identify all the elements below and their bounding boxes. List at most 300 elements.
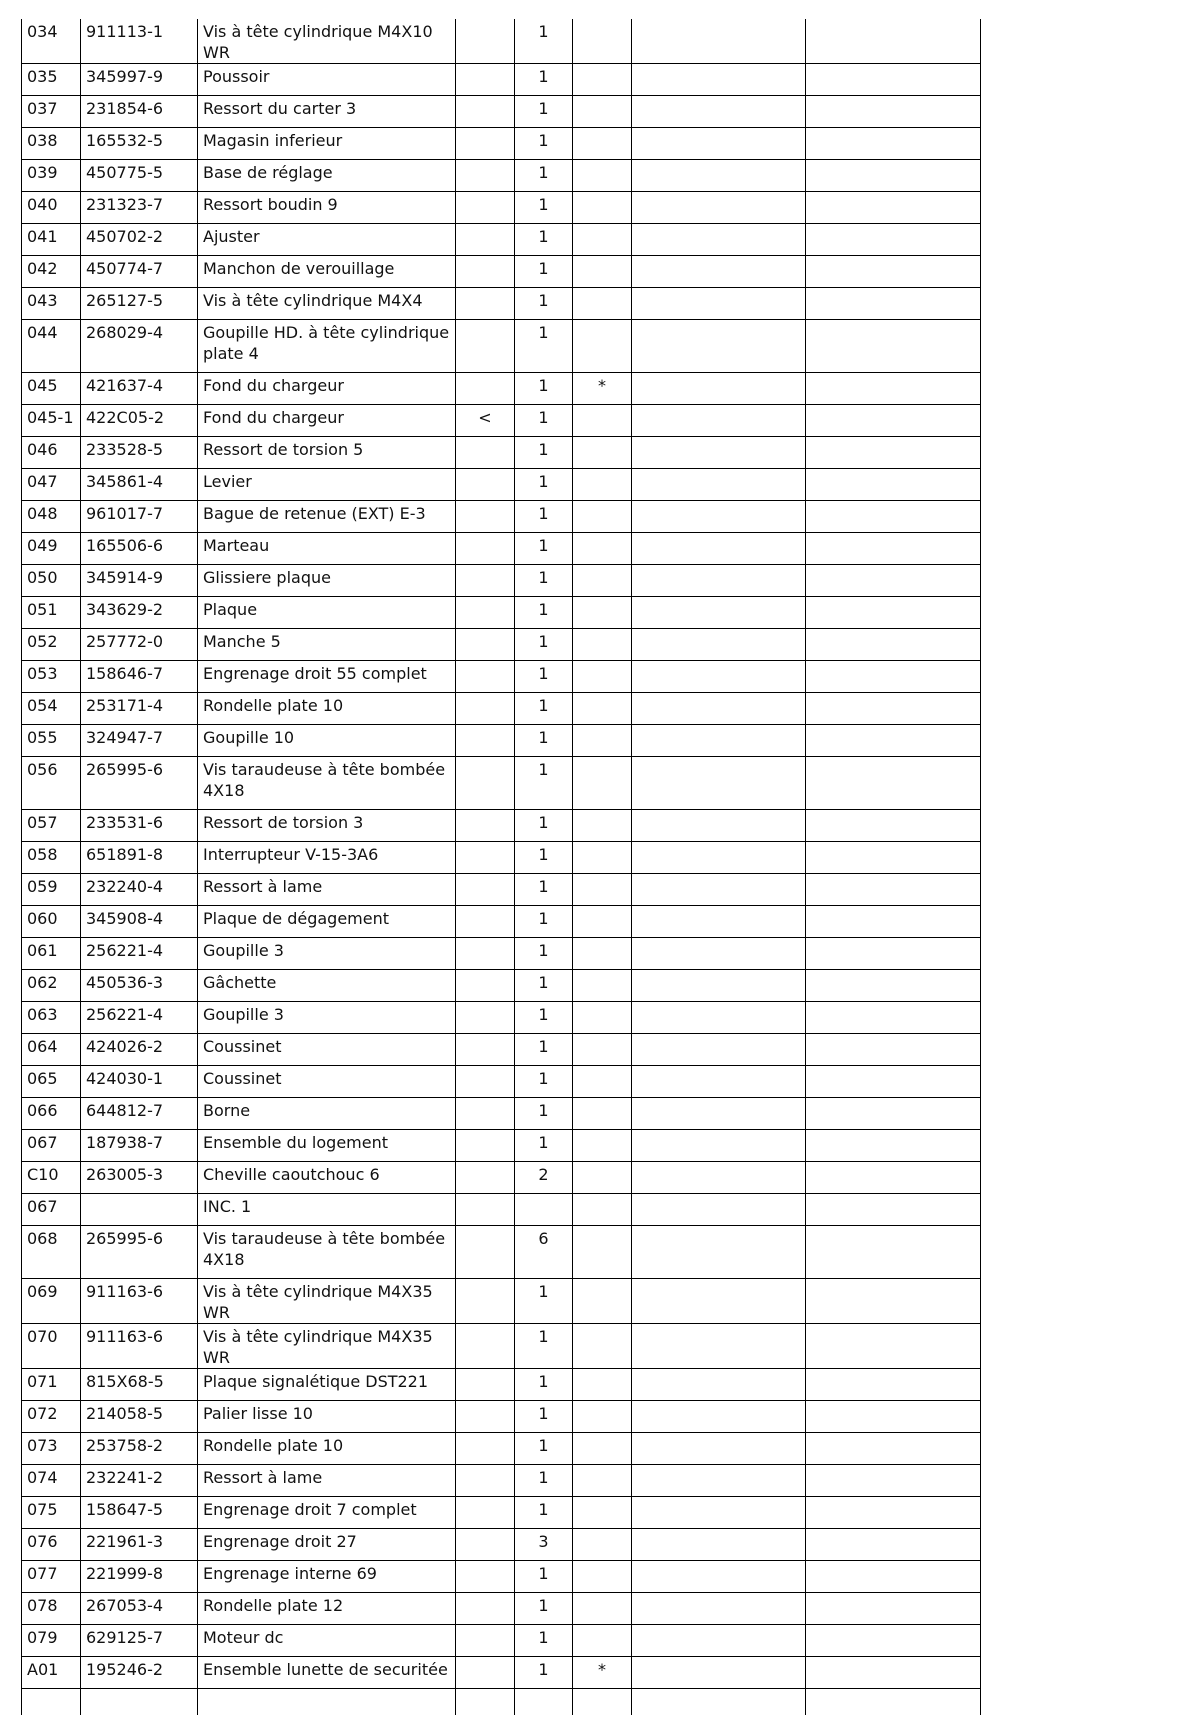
table-row: [22, 96, 981, 128]
part-reference-cell: 256221-4: [81, 1002, 198, 1034]
empty-cell: [806, 1689, 981, 1715]
part-description-cell: Plaque signalétique DST221: [198, 1369, 456, 1401]
empty-cell: [632, 1002, 806, 1034]
quantity-cell: 3: [515, 1529, 573, 1561]
table-row: [22, 1002, 981, 1034]
item-number-cell: 068: [22, 1226, 81, 1279]
quantity-cell: 1: [515, 842, 573, 874]
change-mark-cell: [456, 19, 515, 64]
table-row: [22, 1130, 981, 1162]
note-cell: [573, 160, 632, 192]
part-description-cell: Interrupteur V-15-3A6: [198, 842, 456, 874]
note-cell: [573, 1279, 632, 1324]
note-cell: [573, 19, 632, 64]
note-cell: [573, 1034, 632, 1066]
table-row: [22, 64, 981, 96]
empty-cell: [632, 842, 806, 874]
empty-cell: [198, 1689, 456, 1715]
quantity-cell: 1: [515, 1034, 573, 1066]
table-row: [22, 1497, 981, 1529]
note-cell: [573, 1066, 632, 1098]
table-row: [22, 1066, 981, 1098]
part-description-cell: Fond du chargeur: [198, 373, 456, 405]
item-number-cell: 052: [22, 629, 81, 661]
empty-cell: [632, 437, 806, 469]
empty-cell: [806, 1369, 981, 1401]
empty-cell: [806, 1529, 981, 1561]
part-reference-cell: 231854-6: [81, 96, 198, 128]
part-description-cell: Cheville caoutchouc 6: [198, 1162, 456, 1194]
change-mark-cell: [456, 938, 515, 970]
table-row: [22, 405, 981, 437]
empty-cell: [632, 1066, 806, 1098]
note-cell: [573, 1625, 632, 1657]
item-number-cell: 050: [22, 565, 81, 597]
item-number-cell: C10: [22, 1162, 81, 1194]
change-mark-cell: [456, 906, 515, 938]
part-description-cell: Vis à tête cylindrique M4X4: [198, 288, 456, 320]
part-description-cell: Vis taraudeuse à tête bombée 4X18: [198, 1226, 456, 1279]
empty-cell: [806, 1279, 981, 1324]
item-number-cell: 075: [22, 1497, 81, 1529]
item-number-cell: 043: [22, 288, 81, 320]
change-mark-cell: [456, 1226, 515, 1279]
empty-cell: [806, 1034, 981, 1066]
item-number-cell: 049: [22, 533, 81, 565]
table-row: [22, 1369, 981, 1401]
table-row: [22, 1194, 981, 1226]
empty-cell: [806, 320, 981, 373]
part-reference-cell: 232241-2: [81, 1465, 198, 1497]
table-row: [22, 1625, 981, 1657]
part-description-cell: Manchon de verouillage: [198, 256, 456, 288]
part-description-cell: Palier lisse 10: [198, 1401, 456, 1433]
note-cell: [573, 1433, 632, 1465]
empty-cell: [806, 970, 981, 1002]
change-mark-cell: [456, 1034, 515, 1066]
item-number-cell: 061: [22, 938, 81, 970]
empty-cell: [22, 1689, 81, 1715]
part-reference-cell: 257772-0: [81, 629, 198, 661]
empty-cell: [632, 533, 806, 565]
quantity-cell: 1: [515, 1465, 573, 1497]
empty-cell: [632, 1162, 806, 1194]
part-reference-cell: 424026-2: [81, 1034, 198, 1066]
part-reference-cell: 450774-7: [81, 256, 198, 288]
part-description-cell: Plaque de dégagement: [198, 906, 456, 938]
quantity-cell: 1: [515, 1433, 573, 1465]
part-reference-cell: 265995-6: [81, 1226, 198, 1279]
quantity-cell: 1: [515, 1369, 573, 1401]
empty-cell: [632, 405, 806, 437]
empty-cell: [632, 1433, 806, 1465]
part-description-cell: Goupille 3: [198, 1002, 456, 1034]
empty-cell: [515, 1689, 573, 1715]
part-reference-cell: 450702-2: [81, 224, 198, 256]
item-number-cell: 040: [22, 192, 81, 224]
quantity-cell: 6: [515, 1226, 573, 1279]
note-cell: [573, 1002, 632, 1034]
change-mark-cell: [456, 1002, 515, 1034]
item-number-cell: 078: [22, 1593, 81, 1625]
empty-cell: [806, 842, 981, 874]
item-number-cell: 064: [22, 1034, 81, 1066]
quantity-cell: 1: [515, 1324, 573, 1369]
table-row: [22, 1279, 981, 1324]
part-reference-cell: 961017-7: [81, 501, 198, 533]
note-cell: [573, 1130, 632, 1162]
empty-cell: [806, 1433, 981, 1465]
table-row: [22, 874, 981, 906]
table-row: [22, 1098, 981, 1130]
empty-cell: [456, 1689, 515, 1715]
part-description-cell: Rondelle plate 10: [198, 1433, 456, 1465]
item-number-cell: 073: [22, 1433, 81, 1465]
empty-cell: [806, 96, 981, 128]
empty-cell: [632, 256, 806, 288]
item-number-cell: 063: [22, 1002, 81, 1034]
part-description-cell: Magasin inferieur: [198, 128, 456, 160]
part-reference-cell: 187938-7: [81, 1130, 198, 1162]
note-cell: [573, 661, 632, 693]
change-mark-cell: [456, 1162, 515, 1194]
part-reference-cell: 450536-3: [81, 970, 198, 1002]
item-number-cell: 079: [22, 1625, 81, 1657]
change-mark-cell: [456, 1098, 515, 1130]
part-reference-cell: 232240-4: [81, 874, 198, 906]
item-number-cell: 045-1: [22, 405, 81, 437]
change-mark-cell: <: [456, 405, 515, 437]
item-number-cell: 065: [22, 1066, 81, 1098]
quantity-cell: 1: [515, 373, 573, 405]
change-mark-cell: [456, 96, 515, 128]
note-cell: [573, 597, 632, 629]
item-number-cell: 066: [22, 1098, 81, 1130]
item-number-cell: 055: [22, 725, 81, 757]
empty-cell: [806, 725, 981, 757]
table-row: [22, 501, 981, 533]
part-reference-cell: 267053-4: [81, 1593, 198, 1625]
change-mark-cell: [456, 1561, 515, 1593]
item-number-cell: 051: [22, 597, 81, 629]
part-description-cell: Plaque: [198, 597, 456, 629]
change-mark-cell: [456, 1465, 515, 1497]
item-number-cell: 056: [22, 757, 81, 810]
change-mark-cell: [456, 1529, 515, 1561]
note-cell: [573, 1098, 632, 1130]
part-reference-cell: 911163-6: [81, 1324, 198, 1369]
table-row: [22, 1162, 981, 1194]
quantity-cell: 1: [515, 1625, 573, 1657]
part-description-cell: Rondelle plate 12: [198, 1593, 456, 1625]
item-number-cell: 047: [22, 469, 81, 501]
table-row: [22, 842, 981, 874]
table-row: [22, 437, 981, 469]
quantity-cell: 1: [515, 192, 573, 224]
part-reference-cell: 165506-6: [81, 533, 198, 565]
part-reference-cell: 345908-4: [81, 906, 198, 938]
quantity-cell: 1: [515, 160, 573, 192]
empty-cell: [806, 533, 981, 565]
empty-cell: [632, 1194, 806, 1226]
part-reference-cell: 450775-5: [81, 160, 198, 192]
note-cell: [573, 874, 632, 906]
change-mark-cell: [456, 1433, 515, 1465]
table-row: [22, 565, 981, 597]
change-mark-cell: [456, 128, 515, 160]
note-cell: [573, 1497, 632, 1529]
change-mark-cell: [456, 437, 515, 469]
note-cell: [573, 192, 632, 224]
item-number-cell: 059: [22, 874, 81, 906]
note-cell: [573, 501, 632, 533]
quantity-cell: 1: [515, 1066, 573, 1098]
change-mark-cell: [456, 842, 515, 874]
change-mark-cell: [456, 192, 515, 224]
empty-cell: [81, 1689, 198, 1715]
item-number-cell: 067: [22, 1130, 81, 1162]
empty-cell: [632, 757, 806, 810]
table-row: [22, 1433, 981, 1465]
part-description-cell: Vis à tête cylindrique M4X35 WR: [198, 1324, 456, 1369]
part-description-cell: Base de réglage: [198, 160, 456, 192]
part-reference-cell: 158647-5: [81, 1497, 198, 1529]
table-row: [22, 1689, 981, 1715]
note-cell: [573, 1324, 632, 1369]
table-row: [22, 1465, 981, 1497]
part-reference-cell: [81, 1194, 198, 1226]
empty-cell: [632, 19, 806, 64]
table-row: [22, 533, 981, 565]
empty-cell: [632, 1465, 806, 1497]
change-mark-cell: [456, 1194, 515, 1226]
change-mark-cell: [456, 320, 515, 373]
table-row: [22, 725, 981, 757]
note-cell: [573, 64, 632, 96]
part-reference-cell: 343629-2: [81, 597, 198, 629]
empty-cell: [806, 1162, 981, 1194]
part-reference-cell: 265127-5: [81, 288, 198, 320]
item-number-cell: 067: [22, 1194, 81, 1226]
empty-cell: [632, 1401, 806, 1433]
empty-cell: [806, 1561, 981, 1593]
note-cell: [573, 565, 632, 597]
note-cell: [573, 405, 632, 437]
quantity-cell: 1: [515, 970, 573, 1002]
part-description-cell: Ressort du carter 3: [198, 96, 456, 128]
change-mark-cell: [456, 288, 515, 320]
quantity-cell: 1: [515, 1657, 573, 1689]
part-reference-cell: 263005-3: [81, 1162, 198, 1194]
part-reference-cell: 422C05-2: [81, 405, 198, 437]
part-description-cell: Bague de retenue (EXT) E-3: [198, 501, 456, 533]
change-mark-cell: [456, 874, 515, 906]
empty-cell: [806, 757, 981, 810]
empty-cell: [632, 96, 806, 128]
empty-cell: [806, 693, 981, 725]
part-description-cell: Engrenage droit 55 complet: [198, 661, 456, 693]
item-number-cell: 057: [22, 810, 81, 842]
empty-cell: [632, 320, 806, 373]
table-row: [22, 1226, 981, 1279]
empty-cell: [632, 1529, 806, 1561]
quantity-cell: 1: [515, 256, 573, 288]
empty-cell: [632, 629, 806, 661]
change-mark-cell: [456, 501, 515, 533]
empty-cell: [632, 1226, 806, 1279]
empty-cell: [806, 906, 981, 938]
quantity-cell: 1: [515, 128, 573, 160]
empty-cell: [806, 1497, 981, 1529]
table-row: [22, 661, 981, 693]
part-description-cell: Levier: [198, 469, 456, 501]
part-description-cell: Engrenage droit 27: [198, 1529, 456, 1561]
table-row: [22, 597, 981, 629]
change-mark-cell: [456, 725, 515, 757]
empty-cell: [632, 938, 806, 970]
empty-cell: [806, 874, 981, 906]
table-row: [22, 469, 981, 501]
item-number-cell: 076: [22, 1529, 81, 1561]
change-mark-cell: [456, 1369, 515, 1401]
table-row: [22, 288, 981, 320]
quantity-cell: 1: [515, 661, 573, 693]
empty-cell: [632, 224, 806, 256]
quantity-cell: 1: [515, 906, 573, 938]
part-description-cell: Ensemble du logement: [198, 1130, 456, 1162]
part-reference-cell: 233528-5: [81, 437, 198, 469]
quantity-cell: 1: [515, 1401, 573, 1433]
quantity-cell: 1: [515, 533, 573, 565]
empty-cell: [806, 1593, 981, 1625]
change-mark-cell: [456, 224, 515, 256]
quantity-cell: 1: [515, 1497, 573, 1529]
note-cell: [573, 810, 632, 842]
quantity-cell: 1: [515, 1130, 573, 1162]
empty-cell: [806, 629, 981, 661]
part-description-cell: Goupille 10: [198, 725, 456, 757]
note-cell: [573, 1226, 632, 1279]
quantity-cell: 1: [515, 565, 573, 597]
part-reference-cell: 424030-1: [81, 1066, 198, 1098]
part-reference-cell: 165532-5: [81, 128, 198, 160]
empty-cell: [632, 725, 806, 757]
table-row: [22, 906, 981, 938]
empty-cell: [632, 1593, 806, 1625]
empty-cell: [806, 469, 981, 501]
empty-cell: [632, 693, 806, 725]
table-row: [22, 970, 981, 1002]
change-mark-cell: [456, 256, 515, 288]
part-description-cell: Ressort de torsion 3: [198, 810, 456, 842]
quantity-cell: 1: [515, 725, 573, 757]
part-reference-cell: 911113-1: [81, 19, 198, 64]
note-cell: [573, 469, 632, 501]
part-reference-cell: 651891-8: [81, 842, 198, 874]
item-number-cell: 041: [22, 224, 81, 256]
empty-cell: [806, 160, 981, 192]
note-cell: [573, 224, 632, 256]
empty-cell: [632, 1098, 806, 1130]
note-cell: [573, 128, 632, 160]
item-number-cell: 048: [22, 501, 81, 533]
part-description-cell: Coussinet: [198, 1034, 456, 1066]
part-reference-cell: 629125-7: [81, 1625, 198, 1657]
part-description-cell: Ressort à lame: [198, 874, 456, 906]
quantity-cell: 1: [515, 1098, 573, 1130]
item-number-cell: A01: [22, 1657, 81, 1689]
table-row: [22, 810, 981, 842]
table-row: [22, 320, 981, 373]
note-cell: *: [573, 1657, 632, 1689]
part-description-cell: Glissiere plaque: [198, 565, 456, 597]
empty-cell: [806, 1066, 981, 1098]
part-reference-cell: 253171-4: [81, 693, 198, 725]
quantity-cell: 1: [515, 810, 573, 842]
quantity-cell: 1: [515, 597, 573, 629]
quantity-cell: 2: [515, 1162, 573, 1194]
note-cell: [573, 1593, 632, 1625]
table-row: [22, 1593, 981, 1625]
table-row: [22, 128, 981, 160]
part-reference-cell: 815X68-5: [81, 1369, 198, 1401]
table-row: [22, 373, 981, 405]
empty-cell: [806, 501, 981, 533]
change-mark-cell: [456, 1401, 515, 1433]
note-cell: [573, 629, 632, 661]
change-mark-cell: [456, 1066, 515, 1098]
part-reference-cell: 256221-4: [81, 938, 198, 970]
quantity-cell: 1: [515, 96, 573, 128]
change-mark-cell: [456, 1324, 515, 1369]
part-description-cell: Goupille HD. à tête cylindrique plate 4: [198, 320, 456, 373]
item-number-cell: 072: [22, 1401, 81, 1433]
part-description-cell: Coussinet: [198, 1066, 456, 1098]
empty-cell: [632, 1497, 806, 1529]
item-number-cell: 054: [22, 693, 81, 725]
change-mark-cell: [456, 810, 515, 842]
part-description-cell: Gâchette: [198, 970, 456, 1002]
note-cell: [573, 725, 632, 757]
table-row: [22, 160, 981, 192]
change-mark-cell: [456, 1130, 515, 1162]
part-description-cell: Engrenage droit 7 complet: [198, 1497, 456, 1529]
item-number-cell: 046: [22, 437, 81, 469]
empty-cell: [632, 64, 806, 96]
item-number-cell: 044: [22, 320, 81, 373]
item-number-cell: 060: [22, 906, 81, 938]
empty-cell: [632, 1561, 806, 1593]
quantity-cell: 1: [515, 1561, 573, 1593]
empty-cell: [806, 256, 981, 288]
item-number-cell: 053: [22, 661, 81, 693]
empty-cell: [806, 661, 981, 693]
part-description-cell: Poussoir: [198, 64, 456, 96]
note-cell: [573, 437, 632, 469]
part-reference-cell: 221999-8: [81, 1561, 198, 1593]
part-description-cell: Ressort boudin 9: [198, 192, 456, 224]
empty-cell: [632, 1689, 806, 1715]
quantity-cell: 1: [515, 437, 573, 469]
quantity-cell: 1: [515, 1002, 573, 1034]
part-description-cell: Ajuster: [198, 224, 456, 256]
note-cell: [573, 757, 632, 810]
empty-cell: [632, 1369, 806, 1401]
change-mark-cell: [456, 533, 515, 565]
part-reference-cell: 421637-4: [81, 373, 198, 405]
empty-cell: [573, 1689, 632, 1715]
part-reference-cell: 268029-4: [81, 320, 198, 373]
